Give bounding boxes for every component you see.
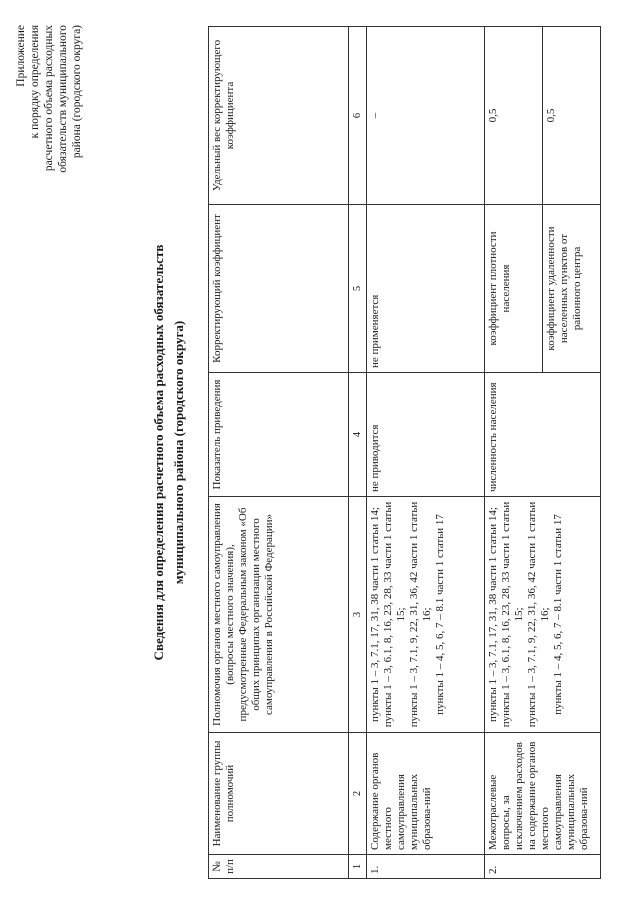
coefficient-cell: коэффициент плотности населения <box>485 205 543 373</box>
column-number: 1 <box>349 855 367 879</box>
header-indicator: Показатель приведения <box>209 373 349 497</box>
column-number: 3 <box>349 497 367 733</box>
expenditure-table <box>208 26 601 879</box>
group-name: Межотраслевые вопросы, за исключением расходов на содержание органов местного самоуправления муниципальных образова-ний <box>485 733 601 855</box>
appendix-line: к порядку определения <box>29 25 41 139</box>
powers-line: пункты 1 – 4, 5, 6, 7 – 8.1 части 1 статьи 17 <box>552 514 564 715</box>
appendix-note <box>14 25 84 225</box>
weight-cell: 0,5 <box>485 27 543 205</box>
powers-line: пункты 1 – 3, 7.1, 9, 22, 31, 36, 42 части 1 статьи 16; <box>526 501 551 728</box>
header-num: № п/п <box>209 855 349 879</box>
appendix-line: расчетного объема расходных <box>43 25 55 172</box>
header-powers: Полномочия органов местного самоуправления (вопросы местного значения), предусмотренные Федеральным законом «Об общих принципах организации местного самоуправления в Российской Федерации» <box>209 497 349 733</box>
column-number: 5 <box>349 205 367 373</box>
table-row <box>367 27 485 879</box>
document-subtitle: муниципального района (городского округа) <box>171 320 186 585</box>
header-group: Наименование группы полномочий <box>209 733 349 855</box>
table-header-row <box>209 27 349 879</box>
header-coefficient: Корректирующий коэффициент <box>209 205 349 373</box>
powers-line: пункты 1 – 3, 7.1, 9, 22, 31, 36, 42 части 1 статьи 16; <box>408 501 433 728</box>
powers-line: пункты 1 – 3, 7.1, 17, 31, 38 части 1 статьи 14; <box>487 507 499 722</box>
indicator-cell: не приводится <box>367 373 485 497</box>
header-weight: Удельный вес корректирующего коэффициента <box>209 27 349 205</box>
weight-cell: 0,5 <box>543 27 601 205</box>
table-row <box>485 27 543 879</box>
row-number: 2. <box>485 855 601 879</box>
powers-cell <box>485 497 601 733</box>
coefficient-cell: коэффициент удаленности населенных пунктов от районного центра <box>543 205 601 373</box>
column-number: 4 <box>349 373 367 497</box>
indicator-cell: численность населения <box>485 373 601 497</box>
group-name: Содержание органов местного самоуправления муниципальных образова-ний <box>367 733 485 855</box>
powers-line: пункты 1 – 3, 6.1, 8, 16, 23, 28, 33 части 1 статьи 15; <box>500 501 525 728</box>
powers-line: пункты 1 – 4, 5, 6, 7 – 8.1 части 1 статьи 17 <box>434 514 446 715</box>
document-title: Сведения для определения расчетного объема расходных обязательств <box>151 244 166 661</box>
powers-line: пункты 1 – 3, 7.1, 17, 31, 38 части 1 статьи 14; <box>369 507 381 722</box>
column-number-row <box>349 27 367 879</box>
appendix-line: района (городского округа) <box>71 25 83 159</box>
appendix-line: Приложение <box>15 25 27 87</box>
coefficient-cell: не применяется <box>367 205 485 373</box>
powers-cell <box>367 497 485 733</box>
row-number: 1. <box>367 855 485 879</box>
weight-cell: – <box>367 27 485 205</box>
appendix-line: обязательств муниципального <box>57 25 69 173</box>
column-number: 6 <box>349 27 367 205</box>
powers-line: пункты 1 – 3, 6.1, 8, 16, 23, 28, 33 части 1 статьи 15; <box>382 501 407 728</box>
column-number: 2 <box>349 733 367 855</box>
